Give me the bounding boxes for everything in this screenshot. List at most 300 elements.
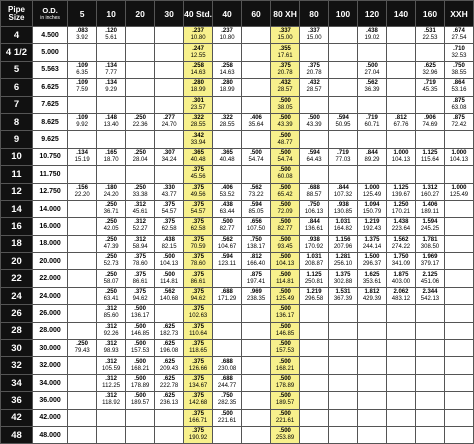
wall-thickness: .109 bbox=[76, 115, 88, 122]
weight-per-foot: 136.17 bbox=[130, 313, 150, 320]
schedule-cell bbox=[126, 200, 155, 217]
weight-per-foot: 150.79 bbox=[362, 209, 382, 216]
schedule-cell bbox=[242, 253, 271, 270]
schedule-cell bbox=[97, 61, 126, 78]
schedule-cell bbox=[271, 270, 300, 287]
weight-per-foot: 256.10 bbox=[333, 261, 353, 268]
weight-per-foot: 52.27 bbox=[132, 226, 148, 233]
wall-thickness: .250 bbox=[105, 202, 117, 209]
weight-per-foot: 168.21 bbox=[275, 365, 295, 372]
weight-per-foot: 15.19 bbox=[74, 156, 90, 163]
outer-diameter-cell: 18.000 bbox=[32, 235, 67, 252]
schedule-cell bbox=[126, 392, 155, 409]
wall-thickness: .500 bbox=[279, 149, 291, 156]
schedule-cell bbox=[358, 44, 387, 61]
pipe-size-cell: 6 bbox=[1, 79, 33, 96]
wall-thickness: .500 bbox=[134, 341, 146, 348]
table-row bbox=[1, 374, 474, 391]
schedule-cell bbox=[415, 374, 444, 391]
wall-thickness: .500 bbox=[279, 254, 291, 261]
schedule-cell bbox=[358, 340, 387, 357]
schedule-cell bbox=[271, 235, 300, 252]
weight-per-foot: 139.67 bbox=[391, 191, 411, 198]
weight-per-foot: 7.77 bbox=[105, 69, 117, 76]
weight-per-foot: 43.39 bbox=[277, 122, 293, 129]
schedule-cell bbox=[444, 409, 473, 426]
schedule-cell bbox=[155, 27, 184, 44]
weight-per-foot: 42.05 bbox=[103, 226, 119, 233]
weight-per-foot: 296.37 bbox=[362, 261, 382, 268]
wall-thickness: .500 bbox=[279, 132, 291, 139]
wall-thickness: .750 bbox=[221, 393, 233, 400]
weight-per-foot: 50.95 bbox=[335, 122, 351, 129]
schedule-cell bbox=[155, 287, 184, 304]
weight-per-foot: 10.80 bbox=[219, 35, 235, 42]
wall-thickness: 1.531 bbox=[335, 289, 351, 296]
weight-per-foot: 88.57 bbox=[306, 191, 322, 198]
table-row bbox=[1, 44, 474, 61]
schedule-cell bbox=[386, 61, 415, 78]
schedule-cell bbox=[300, 79, 329, 96]
weight-per-foot: 341.09 bbox=[391, 261, 411, 268]
table-row bbox=[1, 253, 474, 270]
wall-thickness: 1.594 bbox=[422, 219, 438, 226]
schedule-cell bbox=[358, 96, 387, 113]
schedule-cell bbox=[271, 409, 300, 426]
wall-thickness: .165 bbox=[105, 149, 117, 156]
weight-per-foot: 22.36 bbox=[132, 122, 148, 129]
schedule-cell bbox=[329, 44, 358, 61]
schedule-cell bbox=[358, 27, 387, 44]
table-row bbox=[1, 218, 474, 235]
schedule-cell bbox=[155, 218, 184, 235]
schedule-cell bbox=[242, 357, 271, 374]
schedule-cell bbox=[126, 131, 155, 148]
wall-thickness: .237 bbox=[221, 28, 233, 35]
table-row bbox=[1, 96, 474, 113]
schedule-cell bbox=[386, 131, 415, 148]
schedule-cell bbox=[271, 27, 300, 44]
wall-thickness: 1.094 bbox=[364, 202, 380, 209]
wall-thickness: .277 bbox=[163, 115, 175, 122]
schedule-cell bbox=[386, 166, 415, 183]
schedule-cell bbox=[300, 287, 329, 304]
schedule-cell bbox=[415, 426, 444, 443]
schedule-cell bbox=[271, 131, 300, 148]
schedule-cell bbox=[213, 79, 242, 96]
schedule-cell bbox=[68, 200, 97, 217]
weight-per-foot: 89.29 bbox=[364, 156, 380, 163]
schedule-cell bbox=[68, 392, 97, 409]
schedule-cell bbox=[126, 96, 155, 113]
weight-per-foot: 157.53 bbox=[275, 348, 295, 355]
weight-per-foot: 36.39 bbox=[364, 87, 380, 94]
weight-per-foot: 62.58 bbox=[161, 226, 177, 233]
schedule-cell bbox=[242, 322, 271, 339]
wall-thickness: .562 bbox=[250, 184, 262, 191]
outer-diameter-cell: 22.000 bbox=[32, 270, 67, 287]
schedule-cell bbox=[213, 96, 242, 113]
weight-per-foot: 64.43 bbox=[306, 156, 322, 163]
schedule-cell bbox=[242, 409, 271, 426]
schedule-cell bbox=[300, 235, 329, 252]
wall-thickness: .375 bbox=[192, 410, 204, 417]
table-row bbox=[1, 426, 474, 443]
weight-per-foot: 230.08 bbox=[217, 365, 237, 372]
wall-thickness: .500 bbox=[134, 376, 146, 382]
schedule-cell bbox=[415, 166, 444, 183]
weight-per-foot: 18.99 bbox=[190, 87, 206, 94]
weight-per-foot: 126.66 bbox=[188, 365, 208, 372]
outer-diameter-cell: 32.000 bbox=[32, 357, 67, 374]
weight-per-foot: 253.89 bbox=[275, 435, 295, 442]
table-row bbox=[1, 235, 474, 252]
schedule-cell bbox=[271, 61, 300, 78]
weight-per-foot: 85.05 bbox=[248, 209, 264, 216]
wall-thickness: .500 bbox=[279, 323, 291, 330]
weight-per-foot: 34.24 bbox=[161, 156, 177, 163]
weight-per-foot: 58.94 bbox=[132, 243, 148, 250]
wall-thickness: .134 bbox=[105, 80, 117, 87]
schedule-header: XXH bbox=[444, 1, 473, 27]
wall-thickness: .342 bbox=[192, 132, 204, 139]
schedule-cell bbox=[300, 183, 329, 200]
schedule-header: 160 bbox=[415, 1, 444, 27]
weight-per-foot: 353.61 bbox=[362, 278, 382, 285]
schedule-cell bbox=[271, 340, 300, 357]
schedule-cell bbox=[242, 426, 271, 443]
weight-per-foot: 74.69 bbox=[422, 122, 438, 129]
wall-thickness: .375 bbox=[192, 289, 204, 296]
weight-per-foot: 104.13 bbox=[449, 156, 469, 163]
schedule-cell bbox=[68, 287, 97, 304]
schedule-cell bbox=[97, 79, 126, 96]
wall-thickness: 1.625 bbox=[364, 271, 380, 278]
schedule-cell bbox=[444, 166, 473, 183]
weight-per-foot: 54.57 bbox=[190, 209, 206, 216]
schedule-cell bbox=[444, 253, 473, 270]
wall-thickness: .337 bbox=[308, 28, 320, 35]
wall-thickness: .322 bbox=[192, 115, 204, 122]
schedule-cell bbox=[126, 409, 155, 426]
table-row bbox=[1, 183, 474, 200]
schedule-cell bbox=[155, 61, 184, 78]
pipe-size-cell: 42 bbox=[1, 409, 33, 426]
schedule-cell bbox=[415, 253, 444, 270]
wall-thickness: .312 bbox=[134, 202, 146, 209]
weight-per-foot: 110.64 bbox=[189, 330, 208, 337]
schedule-cell bbox=[155, 200, 184, 217]
wall-thickness: 1.375 bbox=[335, 271, 351, 278]
schedule-cell bbox=[97, 392, 126, 409]
table-row bbox=[1, 27, 474, 44]
weight-per-foot: 107.50 bbox=[246, 226, 266, 233]
wall-thickness: .625 bbox=[163, 323, 175, 330]
wall-thickness: 1.125 bbox=[422, 149, 438, 156]
schedule-cell bbox=[184, 235, 213, 252]
schedule-cell bbox=[213, 305, 242, 322]
schedule-cell bbox=[415, 235, 444, 252]
weight-per-foot: 6.35 bbox=[76, 69, 88, 76]
wall-thickness: 1.375 bbox=[364, 236, 380, 243]
schedule-cell bbox=[329, 96, 358, 113]
table-row bbox=[1, 61, 474, 78]
wall-thickness: 1.219 bbox=[306, 289, 322, 296]
schedule-cell bbox=[126, 305, 155, 322]
weight-per-foot: 28.57 bbox=[306, 87, 322, 94]
weight-per-foot: 3.92 bbox=[76, 35, 88, 42]
schedule-cell bbox=[444, 218, 473, 235]
schedule-cell bbox=[242, 148, 271, 165]
schedule-cell bbox=[184, 183, 213, 200]
wall-thickness: .375 bbox=[163, 202, 175, 209]
schedule-cell bbox=[242, 287, 271, 304]
schedule-cell bbox=[242, 218, 271, 235]
pipe-size-cell: 11 bbox=[1, 166, 33, 183]
weight-per-foot: 48.77 bbox=[277, 139, 293, 146]
schedule-cell bbox=[444, 357, 473, 374]
schedule-cell bbox=[184, 374, 213, 391]
weight-per-foot: 118.65 bbox=[189, 348, 208, 355]
schedule-cell bbox=[444, 235, 473, 252]
weight-per-foot: 104.67 bbox=[217, 243, 237, 250]
wall-thickness: .375 bbox=[192, 254, 204, 261]
weight-per-foot: 53.52 bbox=[219, 191, 235, 198]
schedule-cell bbox=[329, 113, 358, 130]
weight-per-foot: 32.53 bbox=[451, 52, 467, 59]
outer-diameter-cell: 9.625 bbox=[32, 131, 67, 148]
wall-thickness: 1.562 bbox=[393, 236, 409, 243]
schedule-cell bbox=[97, 253, 126, 270]
schedule-cell bbox=[155, 113, 184, 130]
wall-thickness: .500 bbox=[279, 236, 291, 243]
schedule-cell bbox=[97, 409, 126, 426]
wall-thickness: .375 bbox=[308, 62, 320, 69]
wall-thickness: .500 bbox=[279, 289, 291, 296]
weight-per-foot: 308.50 bbox=[420, 243, 440, 250]
wall-thickness: .301 bbox=[192, 97, 204, 104]
wall-thickness: .375 bbox=[279, 62, 291, 69]
weight-per-foot: 12.55 bbox=[190, 52, 206, 59]
wall-thickness: .688 bbox=[221, 358, 233, 365]
wall-thickness: .375 bbox=[134, 271, 146, 278]
wall-thickness: .250 bbox=[105, 254, 117, 261]
wall-thickness: 2.125 bbox=[422, 271, 438, 278]
schedule-cell bbox=[68, 166, 97, 183]
schedule-cell bbox=[358, 426, 387, 443]
weight-per-foot: 54.74 bbox=[277, 156, 293, 163]
weight-per-foot: 367.39 bbox=[333, 296, 353, 303]
weight-per-foot: 429.39 bbox=[362, 296, 382, 303]
schedule-cell bbox=[184, 96, 213, 113]
wall-thickness: .148 bbox=[105, 115, 117, 122]
schedule-cell bbox=[358, 270, 387, 287]
schedule-cell bbox=[271, 357, 300, 374]
schedule-cell bbox=[415, 27, 444, 44]
weight-per-foot: 118.92 bbox=[102, 400, 121, 407]
schedule-cell bbox=[213, 409, 242, 426]
schedule-cell bbox=[300, 148, 329, 165]
wall-thickness: .375 bbox=[192, 236, 204, 243]
schedule-cell bbox=[444, 44, 473, 61]
weight-per-foot: 38.55 bbox=[451, 69, 467, 76]
wall-thickness: .250 bbox=[134, 149, 146, 156]
wall-thickness: .500 bbox=[134, 306, 146, 313]
schedule-cell bbox=[386, 253, 415, 270]
wall-thickness: .750 bbox=[250, 236, 262, 243]
table-row bbox=[1, 270, 474, 287]
weight-per-foot: 236.13 bbox=[159, 400, 179, 407]
schedule-cell bbox=[358, 148, 387, 165]
schedule-cell bbox=[386, 392, 415, 409]
wall-thickness: .906 bbox=[424, 115, 436, 122]
wall-thickness: .500 bbox=[134, 358, 146, 365]
schedule-cell bbox=[242, 340, 271, 357]
pipe-size-cell: 48 bbox=[1, 426, 33, 443]
wall-thickness: .969 bbox=[250, 289, 262, 296]
table-row bbox=[1, 305, 474, 322]
wall-thickness: .180 bbox=[105, 184, 117, 191]
weight-per-foot: 160.27 bbox=[420, 191, 440, 198]
schedule-cell bbox=[329, 270, 358, 287]
wall-thickness: .375 bbox=[192, 202, 204, 209]
weight-per-foot: 19.02 bbox=[364, 35, 380, 42]
weight-per-foot: 107.32 bbox=[333, 191, 353, 198]
schedule-cell bbox=[415, 287, 444, 304]
schedule-cell bbox=[386, 79, 415, 96]
schedule-cell bbox=[155, 392, 184, 409]
schedule-cell bbox=[271, 322, 300, 339]
weight-per-foot: 22.20 bbox=[74, 191, 90, 198]
schedule-cell bbox=[444, 392, 473, 409]
schedule-cell bbox=[386, 27, 415, 44]
pipe-size-cell: 14 bbox=[1, 200, 33, 217]
schedule-cell bbox=[155, 96, 184, 113]
wall-thickness: 1.312 bbox=[422, 184, 438, 191]
wall-thickness: .500 bbox=[221, 410, 233, 417]
schedule-cell bbox=[358, 409, 387, 426]
outer-diameter-cell: 24.000 bbox=[32, 287, 67, 304]
schedule-cell bbox=[444, 426, 473, 443]
wall-thickness: .719 bbox=[366, 115, 378, 122]
wall-thickness: 1.969 bbox=[422, 254, 438, 261]
pipe-size-header bbox=[1, 1, 33, 27]
wall-thickness: .688 bbox=[308, 184, 320, 191]
schedule-cell bbox=[184, 113, 213, 130]
weight-per-foot: 138.17 bbox=[246, 243, 266, 250]
weight-per-foot: 63.41 bbox=[103, 296, 119, 303]
schedule-cell bbox=[242, 374, 271, 391]
schedule-cell bbox=[97, 357, 126, 374]
weight-per-foot: 238.35 bbox=[246, 296, 266, 303]
schedule-cell bbox=[242, 44, 271, 61]
schedule-cell bbox=[155, 183, 184, 200]
wall-thickness: .250 bbox=[105, 289, 117, 296]
schedule-cell bbox=[213, 426, 242, 443]
schedule-cell bbox=[184, 392, 213, 409]
weight-per-foot: 62.58 bbox=[190, 226, 206, 233]
schedule-cell bbox=[126, 253, 155, 270]
schedule-cell bbox=[358, 113, 387, 130]
wall-thickness: .134 bbox=[105, 62, 117, 69]
pipe-size-cell: 16 bbox=[1, 218, 33, 235]
schedule-cell bbox=[271, 218, 300, 235]
outer-diameter-cell: 6.625 bbox=[32, 79, 67, 96]
schedule-cell bbox=[68, 131, 97, 148]
weight-per-foot: 196.08 bbox=[159, 348, 179, 355]
schedule-cell bbox=[415, 218, 444, 235]
schedule-cell bbox=[358, 253, 387, 270]
schedule-cell bbox=[155, 131, 184, 148]
weight-per-foot: 5.61 bbox=[105, 35, 117, 42]
outer-diameter-cell: 16.000 bbox=[32, 218, 67, 235]
schedule-cell bbox=[126, 426, 155, 443]
weight-per-foot: 136.17 bbox=[275, 313, 295, 320]
wall-thickness: .594 bbox=[308, 149, 320, 156]
schedule-cell bbox=[213, 148, 242, 165]
schedule-cell bbox=[68, 235, 97, 252]
weight-per-foot: 92.26 bbox=[103, 330, 119, 337]
weight-per-foot: 379.17 bbox=[420, 261, 440, 268]
weight-per-foot: 223.64 bbox=[391, 226, 411, 233]
weight-per-foot: 15.00 bbox=[306, 35, 322, 42]
wall-thickness: .312 bbox=[105, 341, 117, 348]
schedule-cell bbox=[300, 270, 329, 287]
weight-per-foot: 28.55 bbox=[219, 122, 235, 129]
schedule-cell bbox=[242, 200, 271, 217]
wall-thickness: .688 bbox=[221, 376, 233, 382]
schedule-cell bbox=[155, 44, 184, 61]
weight-per-foot: 40.48 bbox=[190, 156, 206, 163]
wall-thickness: .500 bbox=[279, 97, 291, 104]
schedule-cell bbox=[68, 61, 97, 78]
wall-thickness: .500 bbox=[279, 410, 291, 417]
wall-thickness: .438 bbox=[221, 202, 233, 209]
weight-per-foot: 302.88 bbox=[333, 278, 353, 285]
schedule-cell bbox=[329, 409, 358, 426]
weight-per-foot: 82.77 bbox=[277, 226, 293, 233]
schedule-cell bbox=[444, 270, 473, 287]
schedule-cell bbox=[415, 357, 444, 374]
weight-per-foot: 542.13 bbox=[420, 296, 440, 303]
schedule-cell bbox=[444, 305, 473, 322]
schedule-cell bbox=[126, 340, 155, 357]
wall-thickness: .500 bbox=[279, 184, 291, 191]
weight-per-foot: 73.22 bbox=[248, 191, 264, 198]
weight-per-foot: 85.60 bbox=[103, 313, 119, 320]
schedule-cell bbox=[126, 61, 155, 78]
schedule-cell bbox=[358, 305, 387, 322]
weight-per-foot: 63.08 bbox=[451, 104, 467, 111]
weight-per-foot: 245.25 bbox=[420, 226, 440, 233]
schedule-cell bbox=[184, 409, 213, 426]
outer-diameter-cell: 5.000 bbox=[32, 44, 67, 61]
wall-thickness: .375 bbox=[192, 358, 204, 365]
wall-thickness: 1.156 bbox=[335, 236, 351, 243]
schedule-cell bbox=[358, 61, 387, 78]
wall-thickness: 1.406 bbox=[422, 202, 438, 209]
weight-per-foot: 123.11 bbox=[218, 261, 237, 268]
schedule-cell bbox=[415, 61, 444, 78]
weight-per-foot: 60.08 bbox=[277, 174, 293, 181]
schedule-cell bbox=[386, 44, 415, 61]
wall-thickness: .594 bbox=[250, 202, 262, 209]
schedule-cell bbox=[184, 200, 213, 217]
wall-thickness: .307 bbox=[163, 149, 175, 156]
weight-per-foot: 98.93 bbox=[103, 348, 119, 355]
schedule-cell bbox=[300, 200, 329, 217]
weight-per-foot: 33.94 bbox=[190, 139, 206, 146]
